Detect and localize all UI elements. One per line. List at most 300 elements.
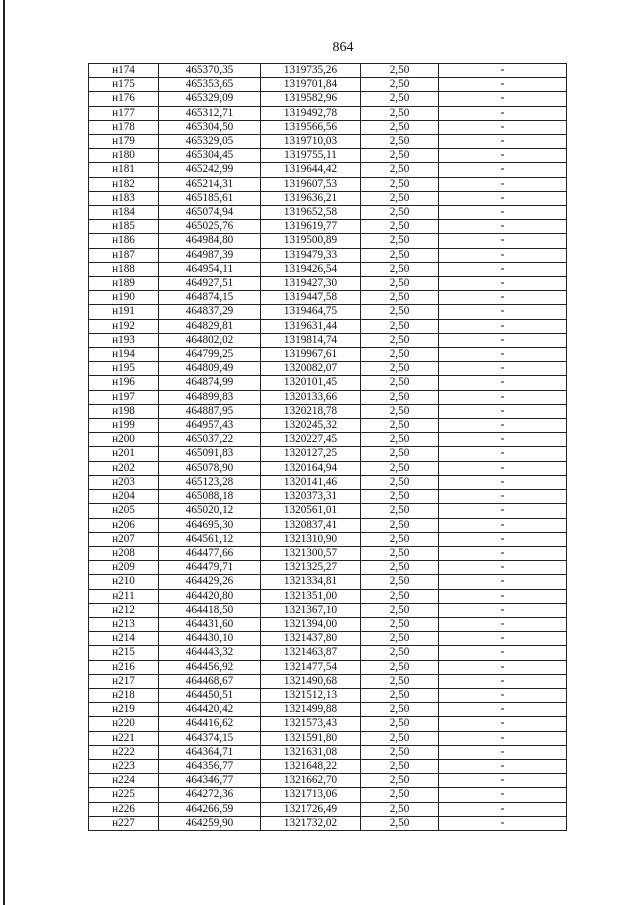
description-cell: -	[439, 589, 567, 603]
table-row	[89, 390, 567, 404]
point-id-cell: н216	[89, 660, 159, 674]
description-cell: -	[439, 660, 567, 674]
point-id-cell: н209	[89, 561, 159, 575]
table-row	[89, 490, 567, 504]
description-cell: -	[439, 745, 567, 759]
table-row	[89, 291, 567, 305]
page-number: 864	[332, 40, 354, 55]
x-coordinate-cell: 465091,83	[159, 447, 261, 461]
description-cell: -	[439, 262, 567, 276]
table-row	[89, 717, 567, 731]
y-coordinate-cell: 1320245,32	[261, 419, 361, 433]
table-row	[89, 404, 567, 418]
accuracy-cell: 2,50	[361, 106, 439, 120]
table-row	[89, 646, 567, 660]
table-row	[89, 149, 567, 163]
accuracy-cell: 2,50	[361, 617, 439, 631]
x-coordinate-cell: 464356,77	[159, 759, 261, 773]
x-coordinate-cell: 464899,83	[159, 390, 261, 404]
y-coordinate-cell: 1320082,07	[261, 362, 361, 376]
x-coordinate-cell: 464346,77	[159, 774, 261, 788]
accuracy-cell: 2,50	[361, 291, 439, 305]
point-id-cell: н222	[89, 745, 159, 759]
table-row	[89, 561, 567, 575]
accuracy-cell: 2,50	[361, 461, 439, 475]
x-coordinate-cell: 464374,15	[159, 731, 261, 745]
description-cell: -	[439, 305, 567, 319]
accuracy-cell: 2,50	[361, 759, 439, 773]
point-id-cell: н195	[89, 362, 159, 376]
description-cell: -	[439, 802, 567, 816]
description-cell: -	[439, 419, 567, 433]
y-coordinate-cell: 1319755,11	[261, 149, 361, 163]
x-coordinate-cell: 464431,60	[159, 617, 261, 631]
table-row	[89, 362, 567, 376]
description-cell: -	[439, 490, 567, 504]
y-coordinate-cell: 1321437,80	[261, 632, 361, 646]
accuracy-cell: 2,50	[361, 404, 439, 418]
x-coordinate-cell: 465353,65	[159, 78, 261, 92]
y-coordinate-cell: 1319644,42	[261, 163, 361, 177]
table-row	[89, 603, 567, 617]
table-row	[89, 745, 567, 759]
x-coordinate-cell: 465370,35	[159, 64, 261, 78]
point-id-cell: н191	[89, 305, 159, 319]
description-cell: -	[439, 291, 567, 305]
description-cell: -	[439, 475, 567, 489]
table-row	[89, 504, 567, 518]
description-cell: -	[439, 404, 567, 418]
table-row	[89, 703, 567, 717]
description-cell: -	[439, 120, 567, 134]
x-coordinate-cell: 464420,80	[159, 589, 261, 603]
x-coordinate-cell: 464429,26	[159, 575, 261, 589]
accuracy-cell: 2,50	[361, 390, 439, 404]
point-id-cell: н218	[89, 688, 159, 702]
point-id-cell: н193	[89, 333, 159, 347]
description-cell: -	[439, 106, 567, 120]
accuracy-cell: 2,50	[361, 546, 439, 560]
table-row	[89, 191, 567, 205]
y-coordinate-cell: 1319492,78	[261, 106, 361, 120]
point-id-cell: н214	[89, 632, 159, 646]
point-id-cell: н189	[89, 277, 159, 291]
description-cell: -	[439, 64, 567, 78]
point-id-cell: н206	[89, 518, 159, 532]
y-coordinate-cell: 1320127,25	[261, 447, 361, 461]
accuracy-cell: 2,50	[361, 816, 439, 830]
x-coordinate-cell: 464829,81	[159, 319, 261, 333]
accuracy-cell: 2,50	[361, 703, 439, 717]
table-row	[89, 447, 567, 461]
table-row	[89, 277, 567, 291]
y-coordinate-cell: 1319710,03	[261, 135, 361, 149]
accuracy-cell: 2,50	[361, 149, 439, 163]
table-row	[89, 262, 567, 276]
x-coordinate-cell: 465074,94	[159, 206, 261, 220]
x-coordinate-cell: 464927,51	[159, 277, 261, 291]
y-coordinate-cell: 1321463,87	[261, 646, 361, 660]
description-cell: -	[439, 617, 567, 631]
description-cell: -	[439, 703, 567, 717]
x-coordinate-cell: 464443,32	[159, 646, 261, 660]
x-coordinate-cell: 464887,95	[159, 404, 261, 418]
description-cell: -	[439, 390, 567, 404]
table-row	[89, 532, 567, 546]
point-id-cell: н207	[89, 532, 159, 546]
table-row	[89, 78, 567, 92]
y-coordinate-cell: 1320133,66	[261, 390, 361, 404]
y-coordinate-cell: 1321310,90	[261, 532, 361, 546]
description-cell: -	[439, 774, 567, 788]
accuracy-cell: 2,50	[361, 632, 439, 646]
description-cell: -	[439, 561, 567, 575]
point-id-cell: н220	[89, 717, 159, 731]
description-cell: -	[439, 632, 567, 646]
description-cell: -	[439, 220, 567, 234]
x-coordinate-cell: 465088,18	[159, 490, 261, 504]
table-row	[89, 177, 567, 191]
accuracy-cell: 2,50	[361, 191, 439, 205]
y-coordinate-cell: 1321490,68	[261, 674, 361, 688]
y-coordinate-cell: 1319500,89	[261, 234, 361, 248]
description-cell: -	[439, 248, 567, 262]
description-cell: -	[439, 206, 567, 220]
x-coordinate-cell: 464364,71	[159, 745, 261, 759]
y-coordinate-cell: 1321499,88	[261, 703, 361, 717]
y-coordinate-cell: 1319631,44	[261, 319, 361, 333]
y-coordinate-cell: 1321662,70	[261, 774, 361, 788]
y-coordinate-cell: 1320218,78	[261, 404, 361, 418]
accuracy-cell: 2,50	[361, 177, 439, 191]
description-cell: -	[439, 731, 567, 745]
table-row	[89, 433, 567, 447]
point-id-cell: н224	[89, 774, 159, 788]
accuracy-cell: 2,50	[361, 688, 439, 702]
description-cell: -	[439, 575, 567, 589]
table-row	[89, 788, 567, 802]
point-id-cell: н227	[89, 816, 159, 830]
point-id-cell: н212	[89, 603, 159, 617]
point-id-cell: н184	[89, 206, 159, 220]
description-cell: -	[439, 191, 567, 205]
y-coordinate-cell: 1320141,46	[261, 475, 361, 489]
point-id-cell: н200	[89, 433, 159, 447]
x-coordinate-cell: 464259,90	[159, 816, 261, 830]
point-id-cell: н213	[89, 617, 159, 631]
accuracy-cell: 2,50	[361, 64, 439, 78]
accuracy-cell: 2,50	[361, 731, 439, 745]
y-coordinate-cell: 1321325,27	[261, 561, 361, 575]
description-cell: -	[439, 333, 567, 347]
x-coordinate-cell: 465329,05	[159, 135, 261, 149]
y-coordinate-cell: 1321477,54	[261, 660, 361, 674]
table-row	[89, 64, 567, 78]
y-coordinate-cell: 1320837,41	[261, 518, 361, 532]
x-coordinate-cell: 464272,36	[159, 788, 261, 802]
x-coordinate-cell: 464418,50	[159, 603, 261, 617]
y-coordinate-cell: 1319701,84	[261, 78, 361, 92]
x-coordinate-cell: 464420,42	[159, 703, 261, 717]
x-coordinate-cell: 464416,62	[159, 717, 261, 731]
accuracy-cell: 2,50	[361, 433, 439, 447]
x-coordinate-cell: 464468,67	[159, 674, 261, 688]
point-id-cell: н176	[89, 92, 159, 106]
point-id-cell: н208	[89, 546, 159, 560]
x-coordinate-cell: 464456,92	[159, 660, 261, 674]
description-cell: -	[439, 688, 567, 702]
table-row	[89, 234, 567, 248]
table-row	[89, 546, 567, 560]
coordinates-table	[88, 63, 567, 831]
y-coordinate-cell: 1321351,00	[261, 589, 361, 603]
description-cell: -	[439, 92, 567, 106]
x-coordinate-cell: 464266,59	[159, 802, 261, 816]
y-coordinate-cell: 1319636,21	[261, 191, 361, 205]
table-row	[89, 376, 567, 390]
y-coordinate-cell: 1319814,74	[261, 333, 361, 347]
y-coordinate-cell: 1321367,10	[261, 603, 361, 617]
table-row	[89, 731, 567, 745]
table-row	[89, 617, 567, 631]
point-id-cell: н201	[89, 447, 159, 461]
accuracy-cell: 2,50	[361, 78, 439, 92]
point-id-cell: н181	[89, 163, 159, 177]
y-coordinate-cell: 1320164,94	[261, 461, 361, 475]
point-id-cell: н225	[89, 788, 159, 802]
accuracy-cell: 2,50	[361, 319, 439, 333]
y-coordinate-cell: 1319447,58	[261, 291, 361, 305]
accuracy-cell: 2,50	[361, 646, 439, 660]
description-cell: -	[439, 376, 567, 390]
accuracy-cell: 2,50	[361, 248, 439, 262]
description-cell: -	[439, 135, 567, 149]
point-id-cell: н219	[89, 703, 159, 717]
point-id-cell: н211	[89, 589, 159, 603]
point-id-cell: н202	[89, 461, 159, 475]
y-coordinate-cell: 1319607,53	[261, 177, 361, 191]
table-row	[89, 163, 567, 177]
point-id-cell: н205	[89, 504, 159, 518]
y-coordinate-cell: 1319464,75	[261, 305, 361, 319]
x-coordinate-cell: 464987,39	[159, 248, 261, 262]
point-id-cell: н190	[89, 291, 159, 305]
description-cell: -	[439, 518, 567, 532]
point-id-cell: н198	[89, 404, 159, 418]
y-coordinate-cell: 1319427,30	[261, 277, 361, 291]
description-cell: -	[439, 177, 567, 191]
x-coordinate-cell: 464695,30	[159, 518, 261, 532]
table-row	[89, 220, 567, 234]
x-coordinate-cell: 465329,09	[159, 92, 261, 106]
accuracy-cell: 2,50	[361, 788, 439, 802]
x-coordinate-cell: 465037,22	[159, 433, 261, 447]
table-row	[89, 461, 567, 475]
point-id-cell: н183	[89, 191, 159, 205]
y-coordinate-cell: 1321726,49	[261, 802, 361, 816]
x-coordinate-cell: 465185,61	[159, 191, 261, 205]
description-cell: -	[439, 504, 567, 518]
description-cell: -	[439, 646, 567, 660]
accuracy-cell: 2,50	[361, 745, 439, 759]
y-coordinate-cell: 1321394,00	[261, 617, 361, 631]
point-id-cell: н204	[89, 490, 159, 504]
x-coordinate-cell: 464984,80	[159, 234, 261, 248]
point-id-cell: н192	[89, 319, 159, 333]
accuracy-cell: 2,50	[361, 717, 439, 731]
y-coordinate-cell: 1321573,43	[261, 717, 361, 731]
y-coordinate-cell: 1319619,77	[261, 220, 361, 234]
table-row	[89, 419, 567, 433]
x-coordinate-cell: 465078,90	[159, 461, 261, 475]
accuracy-cell: 2,50	[361, 348, 439, 362]
description-cell: -	[439, 546, 567, 560]
y-coordinate-cell: 1319479,33	[261, 248, 361, 262]
x-coordinate-cell: 465304,45	[159, 149, 261, 163]
table-row	[89, 333, 567, 347]
x-coordinate-cell: 464837,29	[159, 305, 261, 319]
x-coordinate-cell: 464954,11	[159, 262, 261, 276]
point-id-cell: н185	[89, 220, 159, 234]
x-coordinate-cell: 464874,99	[159, 376, 261, 390]
description-cell: -	[439, 348, 567, 362]
point-id-cell: н180	[89, 149, 159, 163]
accuracy-cell: 2,50	[361, 532, 439, 546]
point-id-cell: н178	[89, 120, 159, 134]
coordinates-table-body	[89, 64, 567, 831]
point-id-cell: н210	[89, 575, 159, 589]
accuracy-cell: 2,50	[361, 475, 439, 489]
x-coordinate-cell: 465020,12	[159, 504, 261, 518]
x-coordinate-cell: 464479,71	[159, 561, 261, 575]
accuracy-cell: 2,50	[361, 504, 439, 518]
y-coordinate-cell: 1321512,13	[261, 688, 361, 702]
accuracy-cell: 2,50	[361, 603, 439, 617]
x-coordinate-cell: 465025,76	[159, 220, 261, 234]
point-id-cell: н186	[89, 234, 159, 248]
accuracy-cell: 2,50	[361, 362, 439, 376]
description-cell: -	[439, 362, 567, 376]
description-cell: -	[439, 816, 567, 830]
description-cell: -	[439, 759, 567, 773]
description-cell: -	[439, 163, 567, 177]
accuracy-cell: 2,50	[361, 120, 439, 134]
accuracy-cell: 2,50	[361, 234, 439, 248]
accuracy-cell: 2,50	[361, 206, 439, 220]
table-row	[89, 206, 567, 220]
table-row	[89, 348, 567, 362]
x-coordinate-cell: 464430,10	[159, 632, 261, 646]
table-row	[89, 688, 567, 702]
y-coordinate-cell: 1319582,96	[261, 92, 361, 106]
accuracy-cell: 2,50	[361, 376, 439, 390]
y-coordinate-cell: 1321334,81	[261, 575, 361, 589]
y-coordinate-cell: 1321300,57	[261, 546, 361, 560]
accuracy-cell: 2,50	[361, 802, 439, 816]
x-coordinate-cell: 464802,02	[159, 333, 261, 347]
point-id-cell: н203	[89, 475, 159, 489]
y-coordinate-cell: 1319652,58	[261, 206, 361, 220]
accuracy-cell: 2,50	[361, 92, 439, 106]
description-cell: -	[439, 717, 567, 731]
point-id-cell: н197	[89, 390, 159, 404]
table-row	[89, 759, 567, 773]
x-coordinate-cell: 465242,99	[159, 163, 261, 177]
accuracy-cell: 2,50	[361, 575, 439, 589]
page-edge-line	[3, 0, 5, 905]
table-row	[89, 475, 567, 489]
accuracy-cell: 2,50	[361, 774, 439, 788]
x-coordinate-cell: 465304,50	[159, 120, 261, 134]
table-row	[89, 248, 567, 262]
table-row	[89, 660, 567, 674]
accuracy-cell: 2,50	[361, 135, 439, 149]
y-coordinate-cell: 1319426,54	[261, 262, 361, 276]
x-coordinate-cell: 465123,28	[159, 475, 261, 489]
table-row	[89, 135, 567, 149]
description-cell: -	[439, 78, 567, 92]
description-cell: -	[439, 603, 567, 617]
table-row	[89, 518, 567, 532]
description-cell: -	[439, 149, 567, 163]
accuracy-cell: 2,50	[361, 163, 439, 177]
y-coordinate-cell: 1320561,01	[261, 504, 361, 518]
point-id-cell: н188	[89, 262, 159, 276]
table-row	[89, 575, 567, 589]
point-id-cell: н174	[89, 64, 159, 78]
point-id-cell: н187	[89, 248, 159, 262]
y-coordinate-cell: 1321648,22	[261, 759, 361, 773]
table-row	[89, 319, 567, 333]
accuracy-cell: 2,50	[361, 305, 439, 319]
accuracy-cell: 2,50	[361, 277, 439, 291]
description-cell: -	[439, 461, 567, 475]
x-coordinate-cell: 464561,12	[159, 532, 261, 546]
x-coordinate-cell: 464477,66	[159, 546, 261, 560]
table-row	[89, 589, 567, 603]
description-cell: -	[439, 532, 567, 546]
x-coordinate-cell: 465214,31	[159, 177, 261, 191]
description-cell: -	[439, 319, 567, 333]
x-coordinate-cell: 464957,43	[159, 419, 261, 433]
accuracy-cell: 2,50	[361, 490, 439, 504]
description-cell: -	[439, 277, 567, 291]
accuracy-cell: 2,50	[361, 419, 439, 433]
accuracy-cell: 2,50	[361, 660, 439, 674]
y-coordinate-cell: 1319735,26	[261, 64, 361, 78]
table-row	[89, 106, 567, 120]
point-id-cell: н199	[89, 419, 159, 433]
y-coordinate-cell: 1321732,02	[261, 816, 361, 830]
description-cell: -	[439, 788, 567, 802]
x-coordinate-cell: 464799,25	[159, 348, 261, 362]
y-coordinate-cell: 1319566,56	[261, 120, 361, 134]
y-coordinate-cell: 1320373,31	[261, 490, 361, 504]
y-coordinate-cell: 1320101,45	[261, 376, 361, 390]
table-row	[89, 674, 567, 688]
x-coordinate-cell: 464874,15	[159, 291, 261, 305]
accuracy-cell: 2,50	[361, 262, 439, 276]
point-id-cell: н217	[89, 674, 159, 688]
table-row	[89, 305, 567, 319]
point-id-cell: н175	[89, 78, 159, 92]
accuracy-cell: 2,50	[361, 561, 439, 575]
table-row	[89, 802, 567, 816]
x-coordinate-cell: 464809,49	[159, 362, 261, 376]
description-cell: -	[439, 447, 567, 461]
accuracy-cell: 2,50	[361, 220, 439, 234]
y-coordinate-cell: 1321631,08	[261, 745, 361, 759]
